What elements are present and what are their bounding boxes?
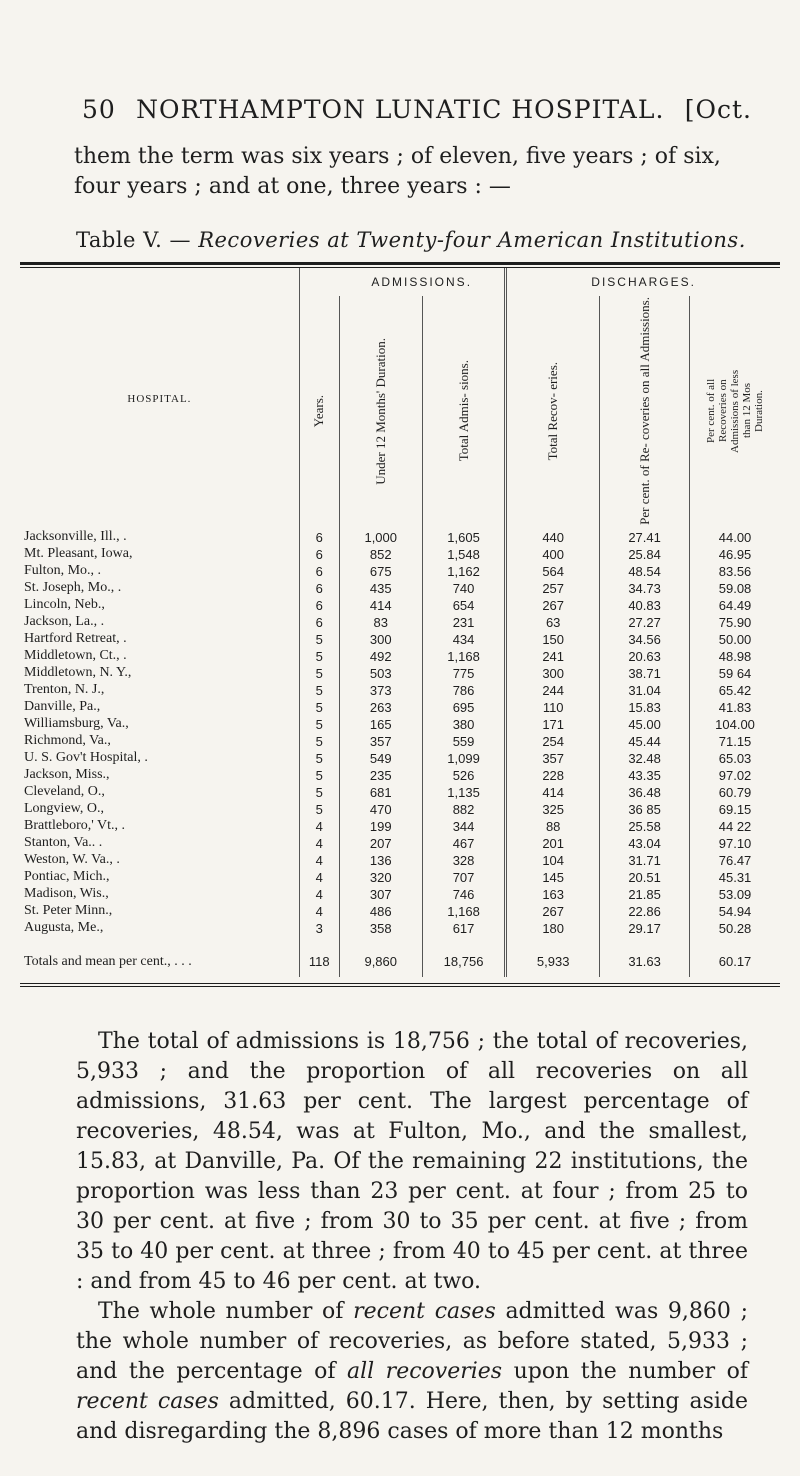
- under12-cell: 435: [339, 580, 422, 597]
- years-cell: 4: [299, 835, 339, 852]
- total-admissions-cell: 344: [422, 818, 505, 835]
- years-cell: 5: [299, 682, 339, 699]
- total-recoveries-cell: 241: [506, 648, 600, 665]
- totals-pct-recent: 60.17: [690, 947, 780, 977]
- under12-cell: 307: [339, 886, 422, 903]
- pct-all-cell: 15.83: [600, 699, 690, 716]
- table-row: [20, 648, 780, 665]
- years-cell: 5: [299, 631, 339, 648]
- hospital-cell: St. Peter Minn.,: [24, 903, 113, 919]
- pct-recent-cell: 53.09: [690, 886, 780, 903]
- pct-all-cell: 40.83: [600, 597, 690, 614]
- under12-cell: 503: [339, 665, 422, 682]
- under12-cell: 300: [339, 631, 422, 648]
- total-recoveries-cell: 300: [506, 665, 600, 682]
- table-row: [20, 682, 780, 699]
- table-row: [20, 767, 780, 784]
- total-admissions-cell: 380: [422, 716, 505, 733]
- under12-cell: 263: [339, 699, 422, 716]
- total-recoveries-cell: 244: [506, 682, 600, 699]
- pct-recent-cell: 59.08: [690, 580, 780, 597]
- total-recoveries-cell: 414: [506, 784, 600, 801]
- years-cell: 6: [299, 580, 339, 597]
- years-cell: 5: [299, 801, 339, 818]
- total-recoveries-cell: 88: [506, 818, 600, 835]
- pct-recent-cell: 83.56: [690, 563, 780, 580]
- totals-pct-all: 31.63: [600, 947, 690, 977]
- pct-all-cell: 36 85: [600, 801, 690, 818]
- pct-all-cell: 29.17: [600, 920, 690, 937]
- table-row: [20, 801, 780, 818]
- total-admissions-cell: 740: [422, 580, 505, 597]
- under12-cell: 1,000: [339, 529, 422, 546]
- years-cell: 6: [299, 563, 339, 580]
- table-row: [20, 716, 780, 733]
- total-admissions-cell: 786: [422, 682, 505, 699]
- hospital-cell: Williamsburg, Va.,: [24, 716, 129, 732]
- recoveries-table-wrapper: [20, 262, 780, 987]
- col-pct-all-header: Per cent. of Re- coveries on all Admissions.: [600, 296, 690, 529]
- under12-cell: 852: [339, 546, 422, 563]
- pct-recent-cell: 97.10: [690, 835, 780, 852]
- table-row: [20, 614, 780, 631]
- pct-all-cell: 20.63: [600, 648, 690, 665]
- total-admissions-cell: 434: [422, 631, 505, 648]
- total-recoveries-cell: 63: [506, 614, 600, 631]
- total-recoveries-cell: 325: [506, 801, 600, 818]
- years-cell: 3: [299, 920, 339, 937]
- under12-cell: 414: [339, 597, 422, 614]
- pct-recent-cell: 76.47: [690, 852, 780, 869]
- total-admissions-cell: 707: [422, 869, 505, 886]
- pct-recent-cell: 97.02: [690, 767, 780, 784]
- table-row: [20, 597, 780, 614]
- pct-all-cell: 25.84: [600, 546, 690, 563]
- years-cell: 6: [299, 597, 339, 614]
- hospital-cell: Brattleboro,' Vt., .: [24, 818, 126, 834]
- years-cell: 4: [299, 869, 339, 886]
- total-recoveries-cell: 254: [506, 733, 600, 750]
- pct-all-cell: 27.27: [600, 614, 690, 631]
- total-recoveries-cell: 171: [506, 716, 600, 733]
- years-cell: 5: [299, 716, 339, 733]
- table-caption-title: Recoveries at Twenty-four American Institutions.: [198, 228, 746, 252]
- pct-recent-cell: 44.00: [690, 529, 780, 546]
- hospital-cell: Middletown, N. Y.,: [24, 665, 132, 681]
- total-recoveries-cell: 163: [506, 886, 600, 903]
- col-total-admissions-header: Total Admis- sions.: [422, 296, 505, 529]
- pct-recent-cell: 104.00: [690, 716, 780, 733]
- under12-cell: 470: [339, 801, 422, 818]
- total-admissions-cell: 231: [422, 614, 505, 631]
- pct-all-cell: 34.73: [600, 580, 690, 597]
- hospital-cell: Hartford Retreat, .: [24, 631, 127, 647]
- table-row: [20, 920, 780, 937]
- hospital-cell: Longview, O.,: [24, 801, 104, 817]
- total-recoveries-cell: 145: [506, 869, 600, 886]
- hospital-cell: Jackson, La., .: [24, 614, 105, 630]
- table-row: [20, 529, 780, 546]
- total-admissions-cell: 1,099: [422, 750, 505, 767]
- totals-total-recoveries: 5,933: [506, 947, 600, 977]
- pct-all-cell: 43.04: [600, 835, 690, 852]
- header-date: [Oct.: [684, 95, 752, 124]
- total-admissions-cell: 654: [422, 597, 505, 614]
- pct-all-cell: 38.71: [600, 665, 690, 682]
- total-admissions-cell: 775: [422, 665, 505, 682]
- total-recoveries-cell: 180: [506, 920, 600, 937]
- table-row: [20, 699, 780, 716]
- table-row: [20, 886, 780, 903]
- pct-recent-cell: 64.49: [690, 597, 780, 614]
- hospital-cell: Augusta, Me.,: [24, 920, 104, 936]
- table-row: [20, 631, 780, 648]
- body-text: [76, 1027, 748, 1447]
- col-years-header: Years.: [299, 296, 339, 529]
- pct-recent-cell: 50.28: [690, 920, 780, 937]
- totals-row: [20, 947, 780, 977]
- table-row: [20, 835, 780, 852]
- pct-recent-cell: 69.15: [690, 801, 780, 818]
- table-row: [20, 852, 780, 869]
- table-row: [20, 665, 780, 682]
- total-admissions-cell: 328: [422, 852, 505, 869]
- under12-cell: 492: [339, 648, 422, 665]
- hospital-cell: Pontiac, Mich.,: [24, 869, 110, 885]
- pct-all-cell: 27.41: [600, 529, 690, 546]
- under12-cell: 136: [339, 852, 422, 869]
- total-admissions-cell: 526: [422, 767, 505, 784]
- total-admissions-cell: 695: [422, 699, 505, 716]
- under12-cell: 199: [339, 818, 422, 835]
- total-admissions-cell: 559: [422, 733, 505, 750]
- total-admissions-cell: 1,168: [422, 903, 505, 920]
- hospital-cell: Trenton, N. J.,: [24, 682, 105, 698]
- table-row: [20, 546, 780, 563]
- under12-cell: 373: [339, 682, 422, 699]
- hospital-cell: Richmond, Va.,: [24, 733, 111, 749]
- pct-all-cell: 20.51: [600, 869, 690, 886]
- recoveries-table: [20, 268, 780, 977]
- hospital-cell: Middletown, Ct., .: [24, 648, 127, 664]
- pct-recent-cell: 45.31: [690, 869, 780, 886]
- years-cell: 5: [299, 665, 339, 682]
- under12-cell: 235: [339, 767, 422, 784]
- years-cell: 6: [299, 546, 339, 563]
- under12-cell: 681: [339, 784, 422, 801]
- hospital-cell: Lincoln, Neb.,: [24, 597, 105, 613]
- under12-cell: 358: [339, 920, 422, 937]
- hospital-cell: Jackson, Miss.,: [24, 767, 110, 783]
- total-recoveries-cell: 150: [506, 631, 600, 648]
- pct-recent-cell: 75.90: [690, 614, 780, 631]
- table-row: [20, 784, 780, 801]
- total-admissions-cell: 1,135: [422, 784, 505, 801]
- pct-recent-cell: 54.94: [690, 903, 780, 920]
- total-recoveries-cell: 228: [506, 767, 600, 784]
- col-total-recoveries-header: Total Recov- eries.: [506, 296, 600, 529]
- discharges-group-header: DISCHARGES.: [506, 268, 780, 296]
- total-recoveries-cell: 357: [506, 750, 600, 767]
- pct-recent-cell: 50.00: [690, 631, 780, 648]
- total-recoveries-cell: 440: [506, 529, 600, 546]
- years-cell: 5: [299, 648, 339, 665]
- hospital-cell: U. S. Gov't Hospital, .: [24, 750, 148, 766]
- pct-all-cell: 25.58: [600, 818, 690, 835]
- total-recoveries-cell: 267: [506, 597, 600, 614]
- total-recoveries-cell: 257: [506, 580, 600, 597]
- pct-all-cell: 21.85: [600, 886, 690, 903]
- pct-all-cell: 34.56: [600, 631, 690, 648]
- pct-all-cell: 22.86: [600, 903, 690, 920]
- table-caption-label: Table V. —: [76, 228, 199, 252]
- hospital-cell: Jacksonville, Ill., .: [24, 529, 127, 545]
- table-row: [20, 903, 780, 920]
- total-admissions-cell: 746: [422, 886, 505, 903]
- pct-recent-cell: 60.79: [690, 784, 780, 801]
- under12-cell: 83: [339, 614, 422, 631]
- total-admissions-cell: 1,168: [422, 648, 505, 665]
- hospital-cell: Danville, Pa.,: [24, 699, 101, 715]
- hospital-cell: Weston, W. Va., .: [24, 852, 120, 868]
- hospital-cell: Stanton, Va.. .: [24, 835, 103, 851]
- table-row: [20, 733, 780, 750]
- total-recoveries-cell: 267: [506, 903, 600, 920]
- under12-cell: 486: [339, 903, 422, 920]
- pct-recent-cell: 59 64: [690, 665, 780, 682]
- table-row: [20, 869, 780, 886]
- totals-label: Totals and mean per cent., . . .: [24, 953, 192, 969]
- pct-all-cell: 31.71: [600, 852, 690, 869]
- years-cell: 4: [299, 852, 339, 869]
- years-cell: 5: [299, 699, 339, 716]
- pct-all-cell: 32.48: [600, 750, 690, 767]
- years-cell: 5: [299, 733, 339, 750]
- pct-all-cell: 43.35: [600, 767, 690, 784]
- years-cell: 4: [299, 818, 339, 835]
- years-cell: 6: [299, 614, 339, 631]
- totals-total-admissions: 18,756: [422, 947, 505, 977]
- total-admissions-cell: 467: [422, 835, 505, 852]
- total-admissions-cell: 1,162: [422, 563, 505, 580]
- total-recoveries-cell: 110: [506, 699, 600, 716]
- pct-all-cell: 48.54: [600, 563, 690, 580]
- pct-all-cell: 45.00: [600, 716, 690, 733]
- hospital-cell: Mt. Pleasant, Iowa,: [24, 546, 133, 562]
- pct-recent-cell: 71.15: [690, 733, 780, 750]
- page-number: 50: [82, 95, 116, 124]
- under12-cell: 675: [339, 563, 422, 580]
- total-admissions-cell: 1,605: [422, 529, 505, 546]
- body-paragraph-2: The whole number of recent cases admitted was 9,860 ; the whole number of recoveries, as before stated, 5,933 ; and the percentage of all recoveries upon the number of recent cases admitted, 60.17. Here, then, by setting aside and disregarding the 8,896 cases of more than 12 months: [76, 1299, 749, 1444]
- under12-cell: 320: [339, 869, 422, 886]
- pct-all-cell: 45.44: [600, 733, 690, 750]
- totals-years: 118: [299, 947, 339, 977]
- table-row: [20, 750, 780, 767]
- hospital-cell: Fulton, Mo., .: [24, 563, 102, 579]
- intro-paragraph: them the term was six years ; of eleven, five years ; of six, four years ; and at one, three years : —: [74, 144, 721, 199]
- hospital-cell: Cleveland, O.,: [24, 784, 105, 800]
- under12-cell: 165: [339, 716, 422, 733]
- years-cell: 5: [299, 784, 339, 801]
- col-hospital-header: HOSPITAL.: [127, 393, 192, 406]
- body-paragraph-1: The total of admissions is 18,756 ; the total of recoveries, 5,933 ; and the proportion of all recoveries on all admissions, 31.63 per cent. The largest percentage of recoveries, 48.54, was at Fulton, Mo., and the smallest, 15.83, at Danville, Pa. Of the remaining 22 institutions, the proportion was less than 23 per cent. at four ; from 25 to 30 per cent. at five ; from 30 to 35 per cent. at five ; from 35 to 40 per cent. at three ; from 40 to 45 per cent. at three : and from 45 to 46 per cent. at two.: [76, 1029, 748, 1294]
- under12-cell: 549: [339, 750, 422, 767]
- pct-recent-cell: 46.95: [690, 546, 780, 563]
- total-admissions-cell: 1,548: [422, 546, 505, 563]
- running-title: NORTHAMPTON LUNATIC HOSPITAL.: [136, 95, 665, 124]
- table-row: [20, 580, 780, 597]
- total-recoveries-cell: 564: [506, 563, 600, 580]
- table-top-rule: [20, 262, 780, 265]
- col-under12-header: Under 12 Months' Duration.: [339, 296, 422, 529]
- pct-recent-cell: 48.98: [690, 648, 780, 665]
- under12-cell: 207: [339, 835, 422, 852]
- page-header: [82, 95, 752, 124]
- pct-recent-cell: 65.03: [690, 750, 780, 767]
- total-recoveries-cell: 201: [506, 835, 600, 852]
- col-pct-recent-header: Per cent. of all Recoveries on Admissions of less than 12 Mos Duration.: [690, 296, 780, 529]
- table-row: [20, 563, 780, 580]
- pct-recent-cell: 65.42: [690, 682, 780, 699]
- table-caption: [76, 228, 766, 252]
- years-cell: 5: [299, 750, 339, 767]
- years-cell: 6: [299, 529, 339, 546]
- pct-recent-cell: 44 22: [690, 818, 780, 835]
- under12-cell: 357: [339, 733, 422, 750]
- years-cell: 4: [299, 886, 339, 903]
- total-recoveries-cell: 104: [506, 852, 600, 869]
- years-cell: 4: [299, 903, 339, 920]
- hospital-cell: Madison, Wis.,: [24, 886, 109, 902]
- totals-under12: 9,860: [339, 947, 422, 977]
- total-recoveries-cell: 400: [506, 546, 600, 563]
- years-cell: 5: [299, 767, 339, 784]
- pct-recent-cell: 41.83: [690, 699, 780, 716]
- total-admissions-cell: 882: [422, 801, 505, 818]
- hospital-cell: St. Joseph, Mo., .: [24, 580, 122, 596]
- table-body: [20, 529, 780, 937]
- pct-all-cell: 36.48: [600, 784, 690, 801]
- admissions-group-header: ADMISSIONS.: [371, 275, 473, 289]
- table-row: [20, 818, 780, 835]
- pct-all-cell: 31.04: [600, 682, 690, 699]
- total-admissions-cell: 617: [422, 920, 505, 937]
